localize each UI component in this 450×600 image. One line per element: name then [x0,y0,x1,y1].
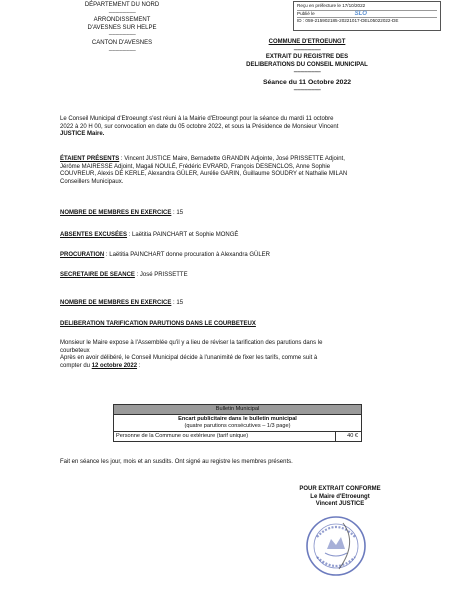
table-row [114,432,361,441]
secretary-value: : José PRISSETTE [134,272,188,278]
table-row-label: Personne de la Commune ou extérieure (tarif unique) [114,432,336,441]
divider: ----------------------- [293,69,321,76]
procuration-line [60,252,270,260]
body-text: : [137,362,141,369]
canton-name: CANTON D'AVESNES [91,39,153,46]
divider: ----------------------- [293,87,321,94]
members-label: NOMBRE DE MEMBRES EN EXERCICE [60,300,172,306]
effective-date: 12 octobre 2022 [91,362,138,369]
official-stamp [303,513,369,579]
intro-line: Le Conseil Municipal d'Etroeungt s'est réuni à la Mairie d'Etroeungt pour la séance du mardi 11 octobre [60,116,334,122]
session-date: Séance du 11 Octobre 2022 [262,78,352,86]
absents-value: : Laëtitia PAINCHART et Sophie MONGÉ [127,232,239,238]
table-subtitle: (quatre parutions consécutives – 1/3 page) [184,423,291,430]
members-value: : 15 [171,300,184,306]
signature-line: POUR EXTRAIT CONFORME [299,486,381,492]
procuration-label: PROCURATION [60,252,105,258]
arrondissement-line2: D'AVESNES SUR HELPE [87,24,157,31]
receipt-line-published [297,11,437,19]
intro-line: 2022 à 20 H 00, sur convocation en date du 05 octobre 2022, et sous la Présidence de Monsieur Vincent [60,123,339,130]
table-title: Encart publicitaire dans le bulletin municipal [178,416,297,422]
body-line: Monsieur le Maire expose à l'Assemblée qu'il y a lieu de réviser la tarification des parutions dans le [60,340,323,346]
presents-line: Jérôme MAIRESSE Adjoint, Magali NOULÉ, Frédéric EVRARD, François DESENCLOS, Anne Sophie [60,163,331,170]
body-line: courbeteux [60,347,90,354]
table-row-value: 40 € [347,433,358,440]
signature-line: Le Maire d'Etroeungt [310,493,370,500]
receipt-line-received: Reçu en préfecture le 17/10/2022 [297,3,437,11]
signature-line: Vincent JUSTICE [315,501,365,508]
presents-label: ÉTAIENT PRÉSENTS [60,156,120,162]
presents-line [60,156,400,164]
divider: ----------------------- [108,47,136,54]
members-label: NOMBRE DE MEMBRES EN EXERCICE [60,210,172,216]
commune-name: COMMUNE D'ETROEUNGT [268,39,346,45]
body-line [60,363,400,371]
header-left [72,2,172,55]
header-right [232,39,382,95]
divider: ----------------------- [108,32,136,39]
divider: ----------------------- [293,46,321,53]
presents-line: Conseillers Municipaux. [60,178,124,185]
tariff-table [113,404,362,442]
procuration-value: : Laëtitia PAINCHART donne procuration à Alexandra GÜLER [104,252,270,258]
intro-line: JUSTICE Maire. [60,131,105,138]
department-name: DÉPARTEMENT DU NORD [84,2,160,8]
closing-sentence: Fait en séance les jour, mois et an susdits. Ont signé au registre les membres présents. [60,459,293,465]
receipt-line-id: ID : 059-215902185-20221017-DEL05022022-DE [297,18,399,24]
table-description [114,415,361,432]
members-count-2 [60,300,183,308]
signature-block [285,486,395,509]
table-header: Bulletin Municipal [114,405,361,415]
intro-paragraph [60,116,400,139]
presents-paragraph [60,156,400,186]
presents-text: : Vincent JUSTICE Maire, Bernadette GRANDIN Adjointe, José PRISSETTE Adjoint, [119,156,345,162]
extract-line1: EXTRAIT DU REGISTRE DES [265,54,349,61]
divider: ----------------------- [108,9,136,16]
brand-logo: SLO [354,10,367,17]
prefecture-receipt [293,1,441,31]
presents-line: COUVREUR, Alexis DE KERLE, Alexandra GÜLER, Aurélie GARIN, Guillaume SOUDRY et Nathalie MILAN [60,171,348,178]
absents-line [60,232,238,240]
arrondissement-line1: ARRONDISSEMENT [93,17,151,24]
deliberation-title: DELIBERATION TARIFICATION PARUTIONS DANS LE COURBETEUX [60,321,256,327]
absents-label: ABSENTES EXCUSÉES [60,232,128,238]
members-count [60,210,183,218]
deliberation-body [60,340,400,370]
secretary-line [60,272,188,280]
secretary-label: SECRETAIRE DE SEANCE [60,272,135,278]
members-value: : 15 [171,210,184,216]
body-line: Après en avoir délibéré, le Conseil Municipal décide à l'unanimité de fixer les tarifs, comme suit à [60,355,318,362]
body-text: compter du [60,362,92,369]
extract-line2: DELIBERATIONS DU CONSEIL MUNICIPAL [246,61,368,68]
receipt-published-label: Publié le [297,10,315,16]
